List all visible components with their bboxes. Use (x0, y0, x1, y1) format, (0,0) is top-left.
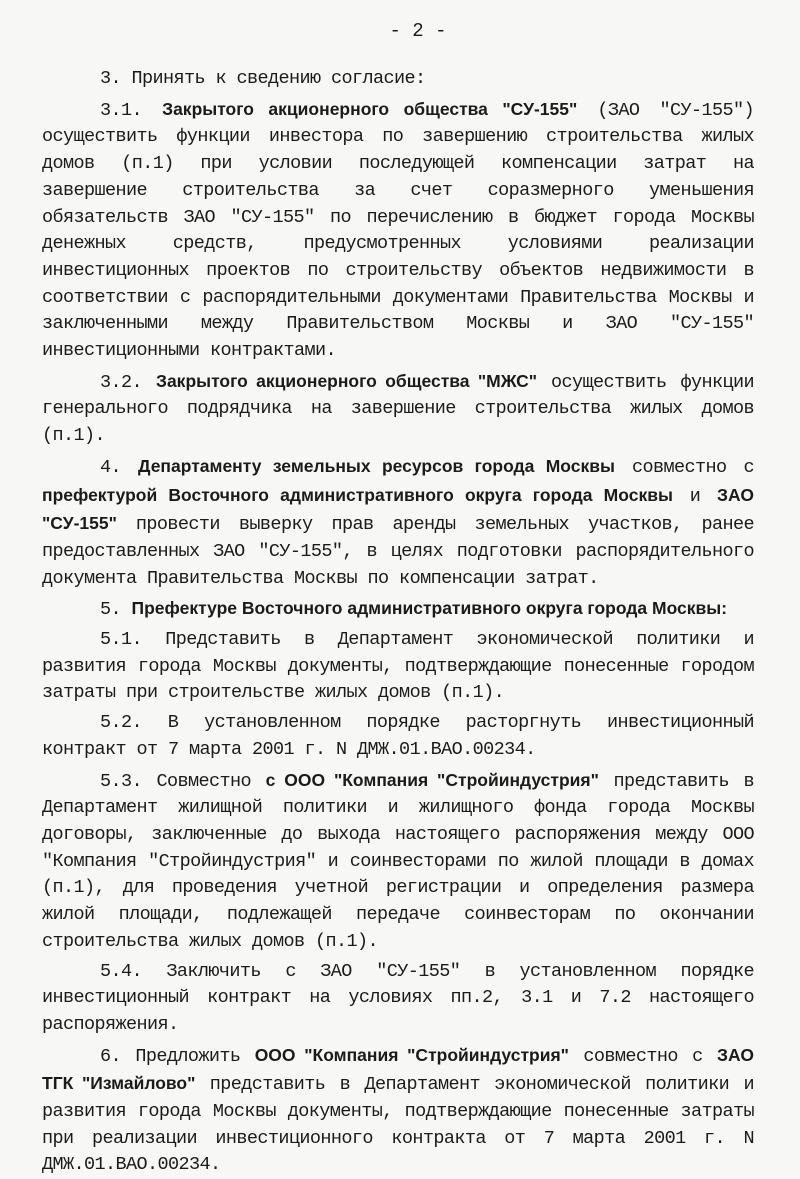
text-run: 3.2. (100, 371, 156, 393)
bold-text-run: префектурой Восточного административного округа города Москвы (42, 484, 673, 505)
text-run: осуществить функции генерального подрядчика на завершение строительства жилых домов (п.1). (42, 371, 755, 447)
bold-text-run: Закрытого акционерного общества "МЖС" (155, 370, 538, 391)
paragraph (42, 453, 754, 593)
text-run: и (672, 485, 718, 507)
text-run: 4. (100, 456, 139, 478)
bold-text-run: ООО "Компания "Стройиндустрия" (254, 1044, 569, 1065)
text-run: 5.1. Представить в Департамент экономической политики и развития города Москвы документы, подтверждающие понесенные городом затраты при строительстве жилых домов (п.1). (42, 629, 754, 704)
text-run: 5.2. В установленном порядке расторгнуть инвестиционный контракт от 7 марта 2001 г. N ДМЖ.01.ВАО.00234. (42, 712, 754, 760)
text-run: представить в Департамент экономической политики и развития города Москвы документы, подтверждающие понесенные затраты при реализации инвестиционного контракта от 7 марта 2001 г. N ДМЖ.01.ВАО.00234. (42, 1074, 754, 1176)
bold-text-run: Департаменту земельных ресурсов города Москвы (138, 455, 615, 476)
paragraph (42, 627, 754, 707)
text-run: (ЗАО "СУ-155") осуществить функции инвестора по завершению строительства жилых домов (п.1) при условии последующей компенсации затрат на завершение строительства за счет соразмерного уменьшения обязательств ЗАО "СУ-155" по перечислению в бюджет города Москвы денежных средств, предусмотренных условиями реализации инвестиционных проектов по строительству объектов недвижимости в соответствии с распорядительными документами Правительства Москвы и заключенными между Правительством Москвы и ЗАО "СУ-155" инвестиционными контрактами. (42, 99, 754, 362)
text-run: 5.4. Заключить с ЗАО "СУ-155" в установленном порядке инвестиционный контракт на условиях пп.2, 3.1 и 7.2 настоящего распоряжения. (42, 960, 754, 1035)
text-run: 6. Предложить (100, 1045, 255, 1067)
text-run: 3.1. (100, 99, 163, 121)
paragraph (42, 959, 754, 1039)
text-run: 5. (100, 599, 132, 621)
page-number: - 2 - (389, 20, 447, 42)
text-run: совместно с (568, 1045, 717, 1067)
paragraph (42, 710, 754, 763)
text-run: представить в Департамент жилищной политики и жилищного фонда города Москвы договоры, заключенные до выхода настоящего распоряжения между ООО "Компания "Стройиндустрия" и соинвесторами по жилой площади в домах (п.1), для проведения учетной регистрации и определения размера жилой площади, подлежащей передаче соинвесторам по окончании строительства жилых домов (п.1). (42, 770, 755, 952)
paragraph (42, 1042, 754, 1179)
paragraph (42, 96, 754, 365)
text-run: совместно с (614, 456, 754, 478)
text-run: 3. Принять к сведению согласие: (100, 68, 426, 89)
bold-text-run: Закрытого акционерного общества "СУ-155" (162, 98, 578, 119)
paragraph (42, 595, 754, 624)
paragraph (42, 66, 754, 93)
bold-text-run: ЗАО "СУ-155" (42, 484, 755, 534)
text-run: 5.3. Совместно (100, 770, 266, 792)
document-body (42, 66, 754, 1179)
text-run: провести выверку прав аренды земельных участков, ранее предоставленных ЗАО "СУ-155", в целях подготовки распорядительного документа Правительства Москвы по компенсации затрат. (42, 514, 754, 589)
paragraph (42, 767, 754, 956)
bold-text-run: с ООО "Компания "Стройиндустрия" (265, 769, 599, 790)
bold-text-run: Префектуре Восточного административного округа города Москвы: (131, 598, 728, 619)
bold-text-run: ЗАО ТГК "Измайлово" (42, 1044, 754, 1094)
paragraph (42, 368, 754, 450)
